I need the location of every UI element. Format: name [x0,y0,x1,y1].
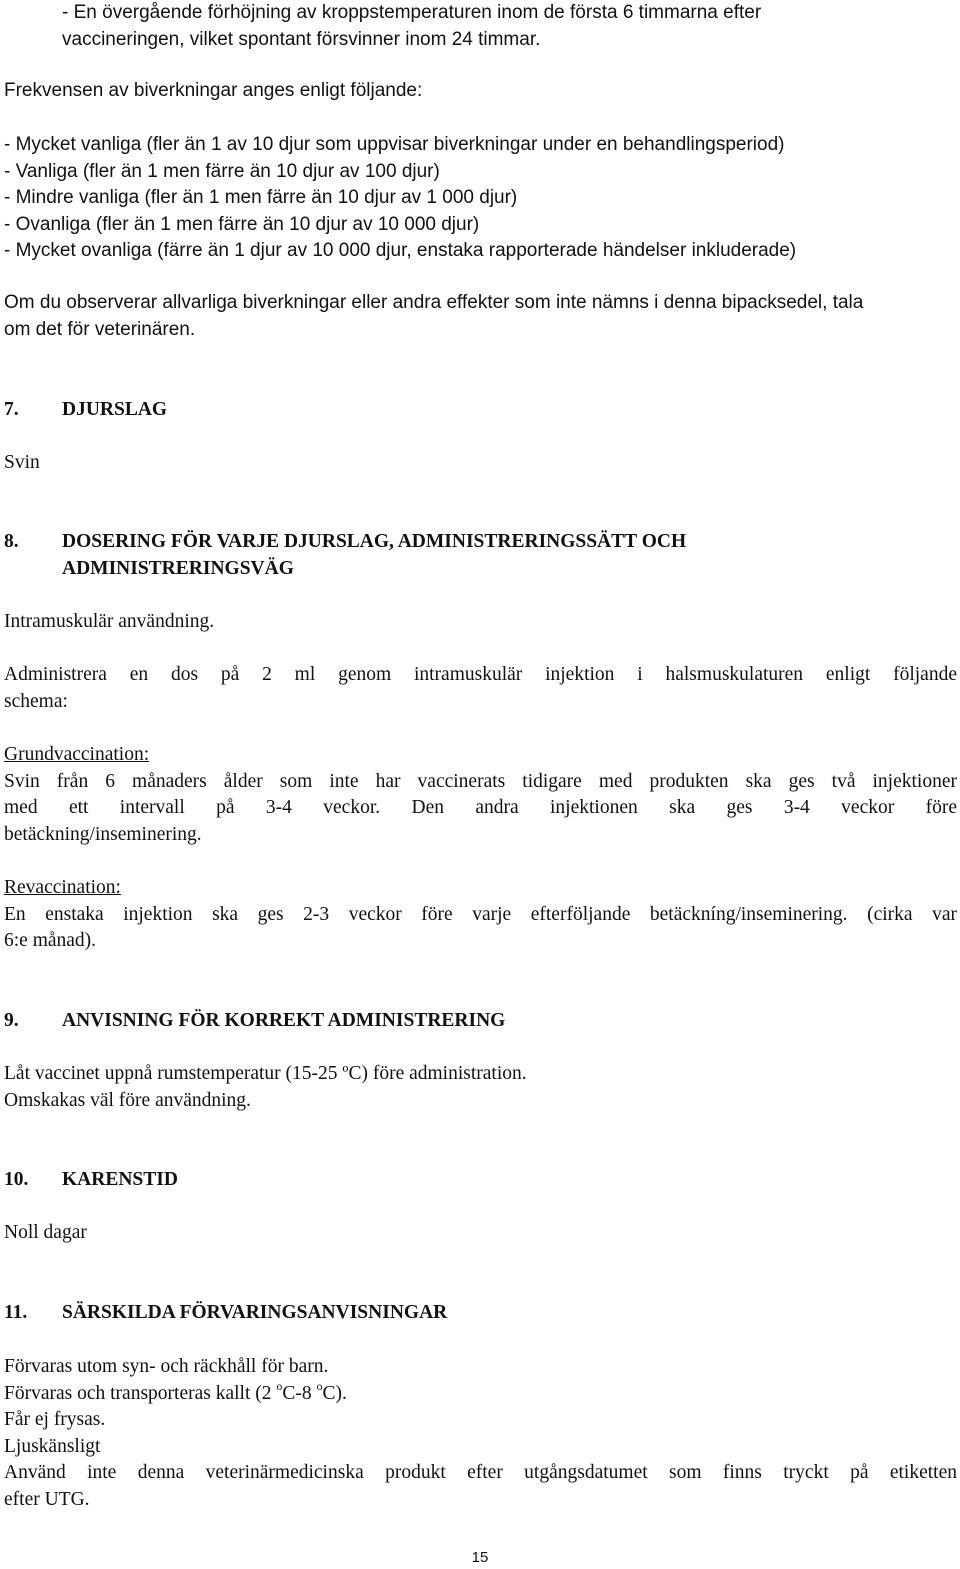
section-title: SÄRSKILDA FÖRVARINGSANVISNINGAR [62,1302,448,1323]
report-paragraph [4,290,957,343]
section-11-body [4,1354,957,1513]
primary-vaccination-line: betäckning/inseminering. [4,823,202,845]
section-9-body [4,1061,957,1114]
revaccination-line: En enstaka injektion ska ges 2-3 veckor före varje efterföljande betäckníng/inseminering. (cirka var [4,903,957,925]
section-number: 11. [4,1302,28,1323]
section-7-heading [4,397,957,424]
intro-paragraph [62,0,942,53]
section-number: 9. [4,1010,19,1031]
storage-line: Får ej frysas. [4,1409,106,1430]
list-item: - Mindre vanliga (fler än 1 men färre än 10 djur av 1 000 djur) [4,187,518,208]
section-title [62,529,686,582]
section-8-heading [4,529,957,582]
intro-line: - En övergående förhöjning av kroppstemperaturen inom de första 6 timmarna efter [62,2,762,23]
body-line: Omskakas väl före användning. [4,1089,251,1111]
expiry-line: efter UTG. [4,1488,90,1510]
section-10-body: Noll dagar [4,1222,87,1243]
section-10-heading [4,1167,957,1194]
storage-line: Ljuskänsligt [4,1435,101,1457]
section-7-body: Svin [4,452,40,473]
report-line: Om du observerar allvarliga biverkningar eller andra effekter som inte nämns i denna bipacksedel, tala [4,292,864,313]
primary-vaccination-block [4,742,957,848]
intro-line: vaccineringen, vilket spontant försvinner inom 24 timmar. [62,28,541,50]
list-item: - Vanliga (fler än 1 men färre än 10 djur av 100 djur) [4,160,440,182]
frequency-intro: Frekvensen av biverkningar anges enligt följande: [4,80,423,101]
page-number: 15 [471,1549,489,1566]
section-number: 10. [4,1169,29,1190]
frequency-list [4,132,957,265]
section-title: ANVISNING FÖR KORREKT ADMINISTRERING [62,1010,506,1031]
administration-line: Administrera en dos på 2 ml genom intramuskulär injektion i halsmuskulaturen enligt följande [4,664,957,685]
primary-vaccination-heading: Grundvaccination: [4,744,150,765]
revaccination-heading: Revaccination: [4,877,121,898]
route-of-administration: Intramuskulär användning. [4,611,215,632]
storage-temperature-line: Förvaras och transporteras kallt (2 $^o$C-8 $^o$C). [4,1379,347,1404]
list-item: - Ovanliga (fler än 1 men färre än 10 djur av 10 000 djur) [4,213,480,235]
section-title: KARENSTID [62,1169,178,1190]
primary-vaccination-line: Svin från 6 månaders ålder som inte har vaccinerats tidigare med produkten ska ges två injektioner [4,770,957,792]
section-number: 8. [4,531,19,552]
section-title-line: DOSERING FÖR VARJE DJURSLAG, ADMINISTRERINGSSÄTT OCH [62,531,687,552]
expiry-line: Använd inte denna veterinärmedicinska produkt efter utgångsdatumet som finns tryckt på etiketten [4,1462,957,1483]
administration-paragraph [4,662,957,715]
body-line: Låt vaccinet uppnå rumstemperatur (15-25 ºC) före administration. [4,1063,527,1084]
section-title: DJURSLAG [62,399,168,420]
primary-vaccination-line: med ett intervall på 3-4 veckor. Den andra injektionen ska ges 3-4 veckor före [4,797,957,818]
list-item: - Mycket vanliga (fler än 1 av 10 djur som uppvisar biverkningar under en behandlingsperiod) [4,134,785,155]
revaccination-block [4,875,957,955]
section-title-line: ADMINISTRERINGSVÄG [62,557,294,579]
report-line: om det för veterinären. [4,318,196,340]
section-9-heading [4,1008,957,1035]
revaccination-line: 6:e månad). [4,930,97,951]
section-11-heading [4,1300,957,1327]
administration-line: schema: [4,690,68,712]
list-item: - Mycket ovanliga (färre än 1 djur av 10 000 djur, enstaka rapporterade händelser inkluderade) [4,240,797,261]
section-number: 7. [4,399,19,420]
storage-line: Förvaras utom syn- och räckhåll för barn. [4,1356,329,1377]
